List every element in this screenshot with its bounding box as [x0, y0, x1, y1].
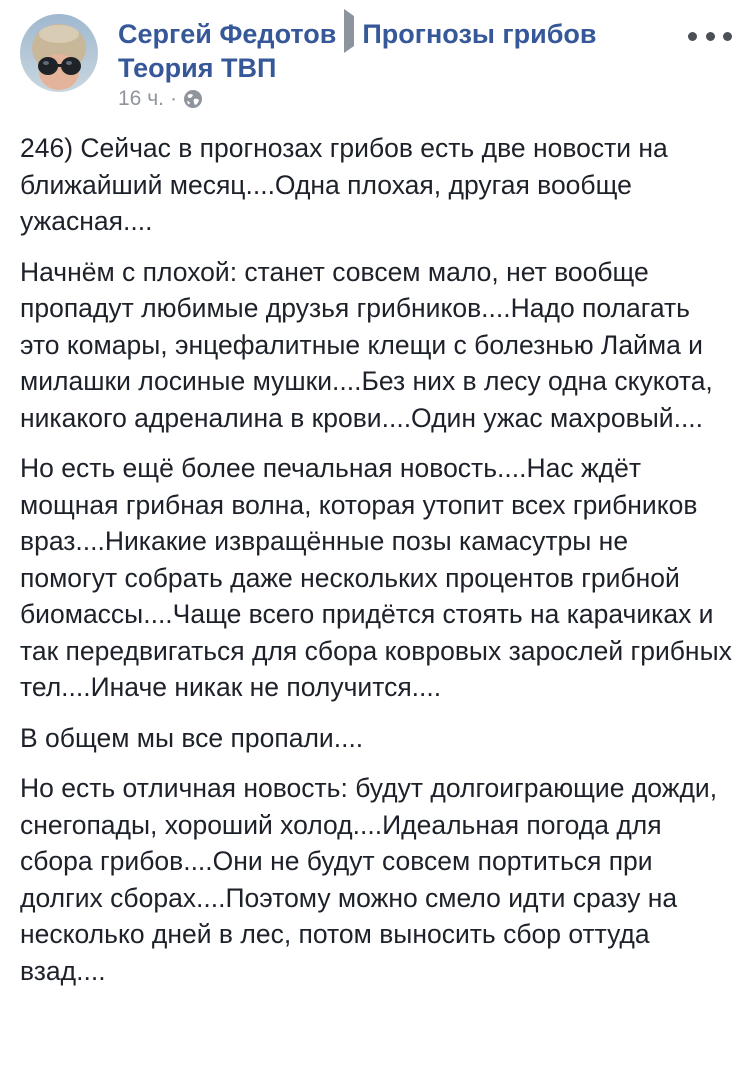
more-options-dot [706, 32, 715, 41]
shared-to-arrow-icon [344, 9, 354, 53]
subgroup-name-link[interactable]: Теория ТВП [118, 53, 277, 83]
post-timestamp[interactable]: 16 ч. [118, 87, 164, 110]
post-paragraph: Но есть ещё более печальная новость....Нас ждёт мощная грибная волна, которая утопит всех грибников враз....Никакие извращённые позы камасутры не помогут собрать даже нескольких процентов грибной биомассы....Чаще всего придётся стоять на карачиках и так передвигаться для сбора ковровых зарослей грибных тел....Иначе никак не получится.... [20, 453, 732, 702]
post-header [0, 0, 750, 120]
globe-icon[interactable] [183, 89, 203, 109]
post-author-line [118, 14, 678, 85]
more-options-button[interactable] [688, 22, 732, 50]
post-body [20, 130, 732, 1003]
more-options-dot [723, 32, 732, 41]
group-name-link[interactable]: Прогнозы грибов [362, 19, 597, 49]
more-options-icon [688, 32, 697, 41]
author-name-link[interactable]: Сергей Федотов [118, 19, 337, 49]
avatar[interactable] [20, 14, 98, 92]
meta-separator: · [169, 87, 177, 110]
post-paragraph: В общем мы все пропали.... [20, 722, 364, 753]
post-meta [118, 86, 203, 112]
post-paragraph: Но есть отличная новость: будут долгоиграющие дожди, снегопады, хороший холод....Идеальная погода для сбора грибов....Они не будут совсем портиться при долгих сборах....Поэтому можно смело идти сразу на несколько дней в лес, потом выносить сбор оттуда взад.... [20, 773, 718, 986]
post-paragraph: Начнём с плохой: станет совсем мало, нет вообще пропадут любимые друзья грибников....Надо полагать это комары, энцефалитные клещи с болезнью Лайма и милашки лосиные мушки....Без них в лесу одна скукота, никакого адреналина в крови....Один ужас махровый.... [20, 256, 713, 433]
post-paragraph: 246) Сейчас в прогнозах грибов есть две новости на ближайший месяц....Одна плохая, другая вообще ужасная.... [20, 133, 668, 236]
